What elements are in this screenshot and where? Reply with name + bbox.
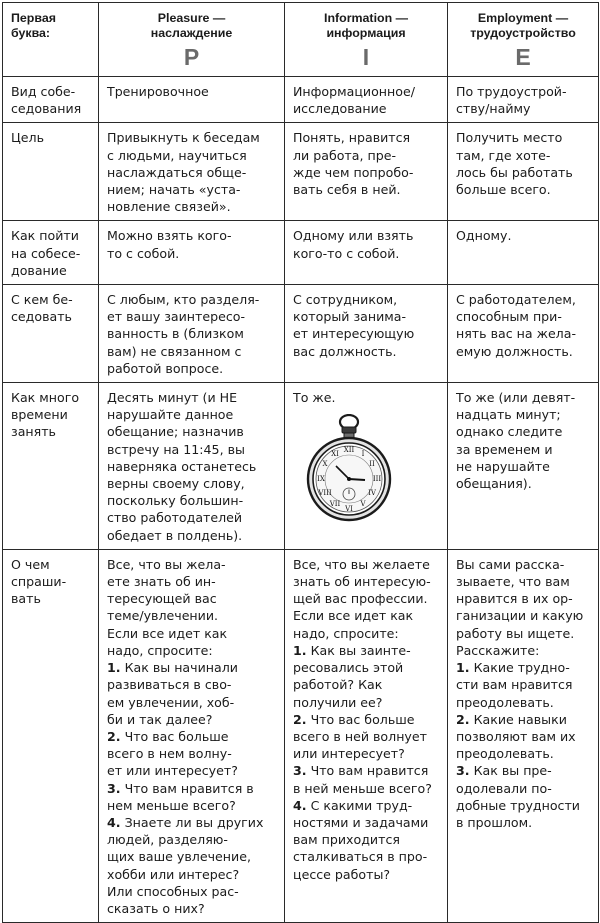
line-text: всего в ней волнует [293,728,427,744]
header-pleasure [99,3,285,77]
text-line: однако следите [456,424,563,440]
list-item-line [107,814,276,831]
text-line [107,883,276,900]
header-pleasure-subtitle: наслаждение [150,26,233,40]
text-line: Информационное/ [293,84,415,99]
text-line: Тренировочное [107,84,209,99]
text-line [107,900,276,917]
text-line [293,676,439,693]
line-text: получили ее? [293,694,383,710]
line-text: нем меньше всего? [107,797,236,813]
text-line: наслаждаться обще- [107,164,247,180]
header-pleasure-letter: P [183,44,200,70]
line-text: сказать о них? [107,900,205,916]
list-item-line [107,728,276,745]
text-line: ванность в (близком [107,326,244,342]
list-number: 2. [456,711,470,727]
text-line [293,694,439,711]
text-line: Одному или взять [293,228,414,244]
line-text: Если все идет как [293,608,414,624]
line-text: ем увлечении, хоб- [107,694,235,710]
line-text: надо, спросите: [107,642,213,658]
row-label-cell [3,285,99,383]
text-line [107,642,276,659]
cell-information [285,221,448,285]
line-text: вам приходится [293,832,400,848]
line-text: С какими труд- [306,797,413,813]
cell-employment [448,285,599,383]
cell-employment [448,77,599,123]
header-employment [448,3,599,77]
row-whom [3,285,599,383]
text-line [107,625,276,642]
text-line: О чем [11,556,50,572]
list-number: 1. [293,642,307,658]
cell-employment [448,123,599,221]
text-line: нарушайте данное [107,407,234,423]
text-line [107,711,276,728]
cell-employment [448,221,599,285]
line-text: Если все идет как [107,625,228,641]
text-line: То же (или девят- [456,390,576,406]
svg-text:XII: XII [343,446,355,455]
row-time [3,383,599,550]
cell-information [285,123,448,221]
text-line: занять [11,424,56,440]
text-line [107,797,276,814]
line-text: Все, что вы желаете [293,556,430,572]
line-text: Расскажите: [456,642,540,658]
line-text: Или способных рас- [107,883,239,899]
header-information-letter: I [362,44,370,70]
text-line [107,762,276,779]
text-line: не нарушайте [456,458,550,474]
text-line: верны своему слову, [107,476,245,492]
list-item-line [107,780,276,797]
header-employment-letter: E [515,44,531,70]
svg-text:I: I [361,450,365,459]
text-line: Десять минут (и НЕ [107,390,238,406]
line-text: Все, что вы жела- [107,556,226,572]
cell-information [285,77,448,123]
text-line [456,676,590,693]
line-text: хобби или интерес? [107,866,240,882]
header-information-title: Information — [324,11,408,25]
text-line: седования [11,101,82,117]
text-line [107,866,276,883]
line-text: ностями и задачами [293,814,429,830]
list-number: 4. [293,797,307,813]
text-line: Привыкнуть к беседам [107,130,260,146]
text-line [293,573,439,590]
line-text: Знаете ли вы других [120,814,264,830]
text-line: С любым, кто разделя- [107,292,260,308]
text-line [456,814,590,831]
text-line: времени [11,407,68,423]
text-line: Вид собе- [11,84,76,99]
text-line [293,814,439,831]
cell-pleasure [99,123,285,221]
line-text: Как вы пре- [469,763,552,779]
text-line: ство работодателей [107,510,243,526]
list-number: 1. [107,660,121,676]
row-goal [3,123,599,221]
text-line: спраши- [11,574,67,590]
list-number: 2. [107,728,121,744]
text-line [456,642,590,659]
header-row [3,3,599,77]
text-line: То же. [293,390,336,406]
line-text: Вы сами расска- [456,556,565,572]
header-first-line-1: Первая [11,11,56,25]
line-text: зываете, что вам [456,574,570,590]
line-text: щей вас профессии. [293,591,428,607]
header-information [285,3,448,77]
svg-text:X: X [322,460,328,469]
text-line: Как много [11,390,80,406]
text-line: С кем бе- [11,292,73,308]
cell-pleasure [99,285,285,383]
text-line [293,607,439,624]
text-line: новление связей». [107,199,231,215]
text-line [293,780,439,797]
cell-information [285,549,448,922]
row-interview-type [3,77,599,123]
text-line [456,607,590,624]
line-text: нравится в их ор- [456,591,573,607]
text-line: работой вопросе. [107,360,224,376]
text-line [293,625,439,642]
header-employment-title: Employment — [477,11,569,25]
list-item-line [293,762,439,779]
cell-information [285,383,448,550]
line-text: щих ваше увлечение, [107,849,251,865]
line-text: тересующей вас [107,591,217,607]
text-line: за временем и [456,441,553,457]
text-line [293,831,439,848]
text-line: ет вашу заинтересо- [107,309,246,325]
list-item-line [293,797,439,814]
line-text: работой? Как [293,677,383,693]
row-label-cell [3,221,99,285]
text-line [107,676,276,693]
text-line [107,590,276,607]
text-line: обещания). [456,476,532,492]
pie-method-table [2,2,599,923]
header-first-line-2: буква: [11,26,51,40]
line-text: Как вы начинали [120,660,238,676]
text-line: ли работа, пре- [293,147,397,163]
header-first-letter [3,3,99,77]
svg-text:VII: VII [329,500,341,509]
row-label-cell [3,383,99,550]
cell-employment [448,383,599,550]
row-label-cell [3,77,99,123]
list-number: 1. [456,660,470,676]
text-line [293,866,439,883]
text-line: встречу на 11:45, вы [107,441,245,457]
text-line [456,728,590,745]
cell-pleasure [99,383,285,550]
line-text: позволяют вам их [456,728,576,744]
row-how-to-go [3,221,599,285]
svg-text:III: III [372,475,382,484]
text-line: там, где хоте- [456,147,551,163]
line-text: ет или интересует? [107,763,238,779]
list-item-line [293,642,439,659]
header-information-subtitle: информация [326,26,406,40]
line-text: ресовались этой [293,660,404,676]
list-item-line [456,711,590,728]
line-text: преодолевать. [456,694,554,710]
row-label-cell [3,549,99,922]
line-text: в ней меньше всего? [293,780,432,796]
text-line [456,590,590,607]
list-number: 3. [107,780,121,796]
text-line: надцать минут; [456,407,561,423]
line-text: Что вам нравится в [120,780,254,796]
text-line [107,831,276,848]
text-line: лось бы работать [456,164,573,180]
text-line: седовать [11,309,72,325]
list-item-line [456,762,590,779]
line-text: Какие навыки [469,711,567,727]
text-line: Получить место [456,130,563,146]
line-text: Какие трудно- [469,660,570,676]
line-text: ете знать об ин- [107,574,216,590]
pocket-watch-icon [303,414,395,522]
text-line: вас должность. [293,343,397,359]
text-line: нием; начать «уста- [107,182,241,198]
text-line: нять вас на жела- [456,326,576,342]
line-text: сталкиваться в про- [293,849,428,865]
text-line [456,694,590,711]
text-line [293,659,439,676]
line-text: в прошлом. [456,814,533,830]
text-line: С работодателем, [456,292,576,308]
svg-text:XI: XI [331,450,339,459]
text-line [107,573,276,590]
cell-information [285,285,448,383]
line-text: знать об интересую- [293,574,431,590]
list-number: 3. [456,763,470,779]
line-text: всего в нем волну- [107,746,232,762]
text-line: то с собой. [107,245,180,261]
list-number: 2. [293,711,307,727]
text-line [107,848,276,865]
row-label-cell [3,123,99,221]
text-line: больше всего. [456,182,551,198]
text-line: вам) не связанном с [107,343,242,359]
text-line: вать [11,591,41,607]
list-number: 3. [293,763,307,779]
text-line [107,607,276,624]
text-line: обедает в полдень). [107,527,243,543]
cell-pleasure [99,77,285,123]
text-line [293,728,439,745]
text-line: Как пойти [11,228,79,244]
text-line [107,556,276,573]
line-text: людей, разделяю- [107,832,228,848]
text-line [456,797,590,814]
line-text: би и так далее? [107,711,213,727]
list-item-line [107,659,276,676]
text-line: вать себя в ней. [293,182,401,198]
text-line: поскольку большин- [107,493,244,509]
text-line: По трудоустрой- [456,84,567,99]
cell-pleasure [99,221,285,285]
row-what-to-ask [3,549,599,922]
line-text: цессе работы? [293,866,391,882]
line-text: работу вы ищете. [456,625,575,641]
header-employment-subtitle: трудоустройство [470,26,576,40]
svg-text:IX: IX [317,475,325,484]
line-text: Как вы заинте- [306,642,411,658]
text-line [293,590,439,607]
text-line: кого-то с собой. [293,245,400,261]
line-text: Что вас больше [120,728,229,744]
text-line: Можно взять кого- [107,228,232,244]
text-line: дование [11,262,67,278]
text-line: жде чем попробо- [293,164,414,180]
svg-text:VIII: VIII [318,489,332,498]
header-pleasure-title: Pleasure — [157,11,226,25]
line-text: развиваться в сво- [107,677,232,693]
text-line [107,745,276,762]
text-line [456,780,590,797]
svg-text:V: V [360,500,366,509]
text-line: ет интересующую [293,326,415,342]
line-text: надо, спросите: [293,625,399,641]
text-line: способным при- [456,309,562,325]
list-item-line [456,659,590,676]
text-line: Понять, нравится [293,130,411,146]
text-line: с людьми, научиться [107,147,247,163]
line-text: Что вас больше [306,711,415,727]
line-text: одолевали по- [456,780,552,796]
text-line [456,556,590,573]
line-text: преодолевать. [456,746,554,762]
text-line [456,573,590,590]
cell-pleasure [99,549,285,922]
list-number: 4. [107,814,121,830]
text-line [456,745,590,762]
text-line [107,694,276,711]
text-line: Цель [11,130,44,146]
text-line: исследование [293,101,387,117]
svg-text:IV: IV [368,489,376,498]
text-line: емую должность. [456,343,573,359]
text-line [293,745,439,762]
svg-text:II: II [369,460,375,469]
text-line: который занима- [293,309,407,325]
list-item-line [293,711,439,728]
line-text: или интересует? [293,746,405,762]
cell-information-text [293,389,439,406]
text-line [456,625,590,642]
text-line: обещание; назначив [107,424,244,440]
line-text: теме/увлечении. [107,608,219,624]
line-text: сти вам нравится [456,677,573,693]
text-line: ству/найму [456,101,531,117]
cell-employment [448,549,599,922]
line-text: добные трудности [456,797,580,813]
text-line: наверняка останетесь [107,458,257,474]
text-line: на собесе- [11,245,81,261]
text-line [293,556,439,573]
line-text: Что вам нравится [306,763,429,779]
line-text: ганизации и какую [456,608,584,624]
text-line: Одному. [456,228,512,244]
svg-text:VI: VI [345,505,353,514]
text-line: С сотрудником, [293,292,398,308]
text-line [293,848,439,865]
